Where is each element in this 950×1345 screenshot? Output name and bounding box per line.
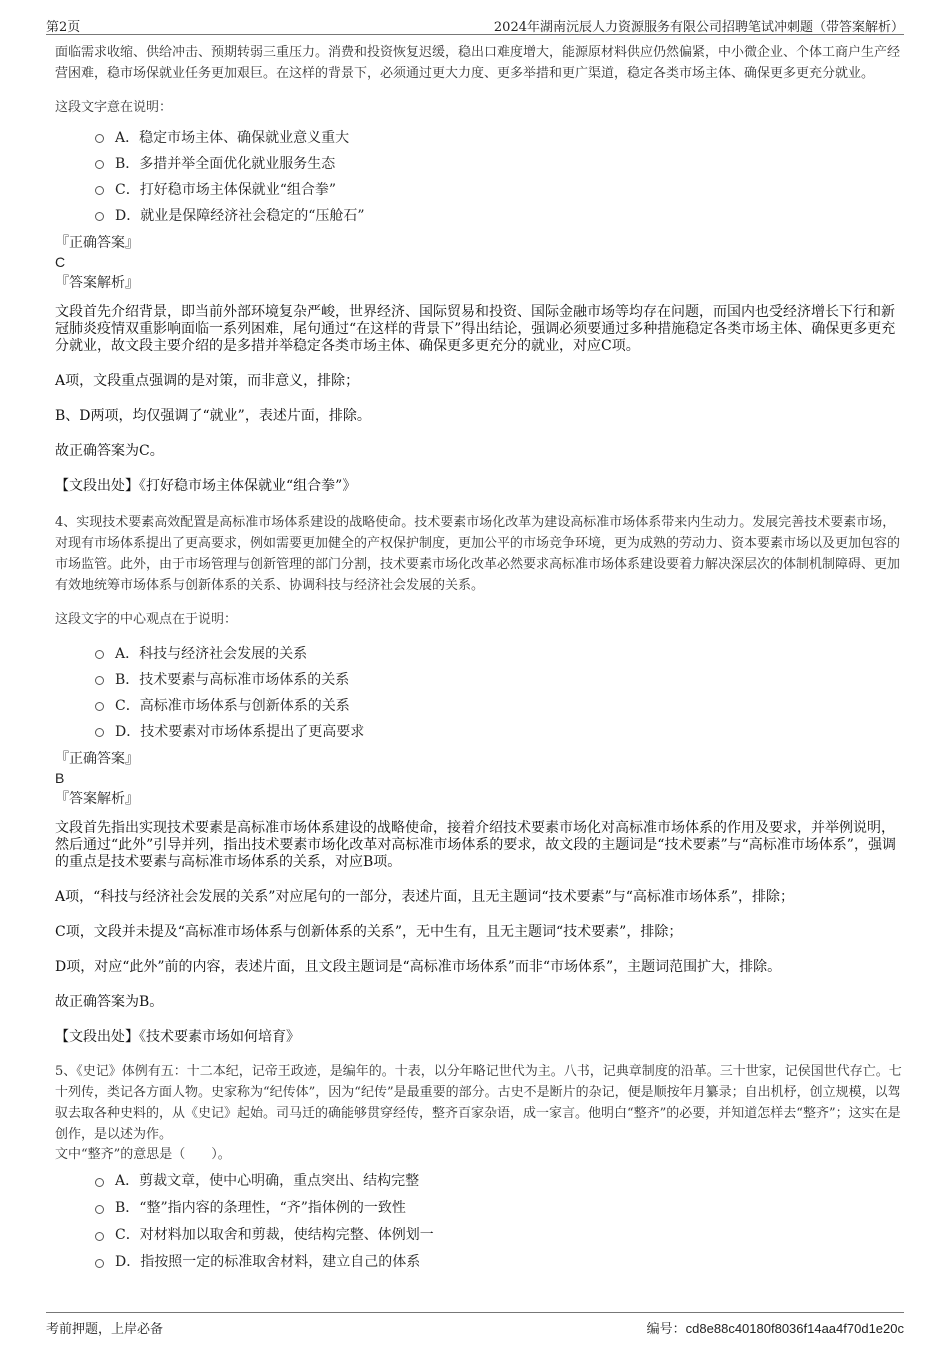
radio-icon[interactable] [95,1178,104,1187]
radio-icon[interactable] [95,134,104,143]
q3-answer: C [55,254,66,270]
radio-icon[interactable] [95,702,104,711]
q3-option-c[interactable]: C．打好稳市场主体保就业“组合拳” [95,177,905,203]
q4-option-c[interactable]: C．高标准市场体系与创新体系的关系 [95,693,905,719]
radio-icon[interactable] [95,650,104,659]
page-header [46,12,904,35]
q3-answer-label: 『正确答案』 [55,235,139,251]
page-footer [46,1312,904,1337]
q5-option-b[interactable]: B．“整”指内容的条理性，“齐”指体例的一致性 [95,1195,905,1222]
q3-source: 【文段出处】《打好稳市场主体保就业“组合拳”》 [55,478,357,494]
q4-option-a[interactable]: A．科技与经济社会发展的关系 [95,641,905,667]
document-id-value: cd8e88c40180f8036f14aa4f70d1e20c [685,1321,904,1336]
radio-icon[interactable] [95,676,104,685]
q3-analysis-label: 『答案解析』 [55,275,139,291]
q4-answer: B [55,770,65,786]
q4-note-a: A项，“科技与经济社会发展的关系”对应尾句的一部分，表述片面，且无主题词“技术要素”与“高标准市场体系”，排除； [55,889,795,905]
radio-icon[interactable] [95,186,104,195]
q3-option-d[interactable]: D．就业是保障经济社会稳定的“压舱石” [95,203,905,229]
q5-passage: 5、《史记》体例有五：十二本纪，记帝王政迹，是编年的。十表，以分年略记世代为主。八书，记典章制度的沿革。三十世家，记侯国世代存亡。七十列传，类记各方面人物。史家称为“纪传体”，因为“纪传”是最重要的部分。古史不是断片的杂记，便是顺按年月纂录；自出机杼，创立规模，以驾驭去取各种史料的，从《史记》起始。司马迁的确能够贯穿经传，整齐百家杂语，成一家言。他明白“整齐”的必要，并知道怎样去“整齐”；这实在是创作，是以述为作。 [55,1064,902,1142]
q3-analysis: 文段首先介绍背景，即当前外部环境复杂严峻，世界经济、国际贸易和投资、国际金融市场等均存在问题，而国内也受经济增长下行和新冠肺炎疫情双重影响面临一系列困难，尾句通过“在这样的背景下”得出结论，强调必须要通过多种措施稳定各类市场主体、确保更多更充分就业，故文段主要介绍的是多措并举稳定各类市场主体、确保更多更充分的就业，对应C项。 [55,304,896,354]
q4-analysis-label: 『答案解析』 [55,791,139,807]
document-id-label: 编号： [646,1322,686,1337]
q4-options [55,641,905,745]
document-id [647,1318,904,1337]
q3-option-a[interactable]: A．稳定市场主体、确保就业意义重大 [95,125,905,151]
q5-option-a[interactable]: A．剪裁文章，使中心明确，重点突出、结构完整 [95,1168,905,1195]
q3-note-a: A项，文段重点强调的是对策，而非意义，排除； [55,373,360,389]
q3-prompt: 这段文字意在说明： [55,100,173,115]
q4-note-c: C项，文段并未提及“高标准市场体系与创新体系的关系”，无中生有，且无主题词“技术要素”，排除； [55,924,683,940]
radio-icon[interactable] [95,1259,104,1268]
q3-option-b[interactable]: B．多措并举全面优化就业服务生态 [95,151,905,177]
q5-option-c[interactable]: C．对材料加以取舍和剪裁，使结构完整、体例划一 [95,1222,905,1249]
q3-passage: 面临需求收缩、供给冲击、预期转弱三重压力。消费和投资恢复迟缓，稳出口难度增大，能源原材料供应仍然偏紧，中小微企业、个体工商户生产经营困难，稳市场保就业任务更加艰巨。在这样的背景下，必须通过更大力度、更多举措和更广渠道，稳定各类市场主体、确保更多更充分就业。 [55,45,901,81]
page-number: 第2页 [46,20,81,35]
q4-passage: 4、实现技术要素高效配置是高标准市场体系建设的战略使命。技术要素市场化改革为建设高标准市场体系带来内生动力。发展完善技术要素市场，对现有市场体系提出了更高要求，例如需要更加健全的产权保护制度，更加公平的市场竞争环境，更为成熟的劳动力、资本要素市场以及更加包容的市场监管。此外，由于市场管理与创新管理的部门分割，技术要素市场化改革必然要求高标准市场体系建设要着力解决深层次的体制机制障碍、更加有效地统筹市场体系与创新体系的关系、协调科技与经济社会发展的关系。 [55,515,901,593]
q3-conclusion: 故正确答案为C。 [55,443,164,459]
radio-icon[interactable] [95,1205,104,1214]
q3-note-bd: B、D两项，均仅强调了“就业”，表述片面，排除。 [55,408,371,424]
radio-icon[interactable] [95,212,104,221]
radio-icon[interactable] [95,160,104,169]
document-title: 2024年湖南沅辰人力资源服务有限公司招聘笔试冲刺题（带答案解析） [493,20,904,35]
radio-icon[interactable] [95,1232,104,1241]
q4-note-d: D项，对应“此外”前的内容，表述片面，且文段主题词是“高标准市场体系”而非“市场体系”，主题词范围扩大，排除。 [55,959,782,975]
q4-option-d[interactable]: D．技术要素对市场体系提出了更高要求 [95,719,905,745]
radio-icon[interactable] [95,728,104,737]
q5-option-d[interactable]: D．指按照一定的标准取舍材料，建立自己的体系 [95,1249,905,1276]
q4-conclusion: 故正确答案为B。 [55,994,164,1010]
q4-source: 【文段出处】《技术要素市场如何培育》 [55,1029,300,1045]
q4-option-b[interactable]: B．技术要素与高标准市场体系的关系 [95,667,905,693]
q3-options [55,125,905,229]
footer-slogan: 考前押题，上岸必备 [46,1322,164,1337]
q4-analysis: 文段首先指出实现技术要素是高标准市场体系建设的战略使命，接着介绍技术要素市场化对高标准市场体系的作用及要求，并举例说明，然后通过“此外”引导并列，指出技术要素市场化改革对高标准市场体系的要求，故文段的主题词是“技术要素”与“高标准市场体系”，强调的重点是技术要素与高标准市场体系的关系，对应B项。 [55,820,896,870]
q5-options [55,1168,905,1276]
q4-prompt: 这段文字的中心观点在于说明： [55,612,238,627]
q5-prompt: 文中“整齐”的意思是（ ）。 [55,1147,231,1162]
page-content [55,40,905,1276]
q4-answer-label: 『正确答案』 [55,751,139,767]
